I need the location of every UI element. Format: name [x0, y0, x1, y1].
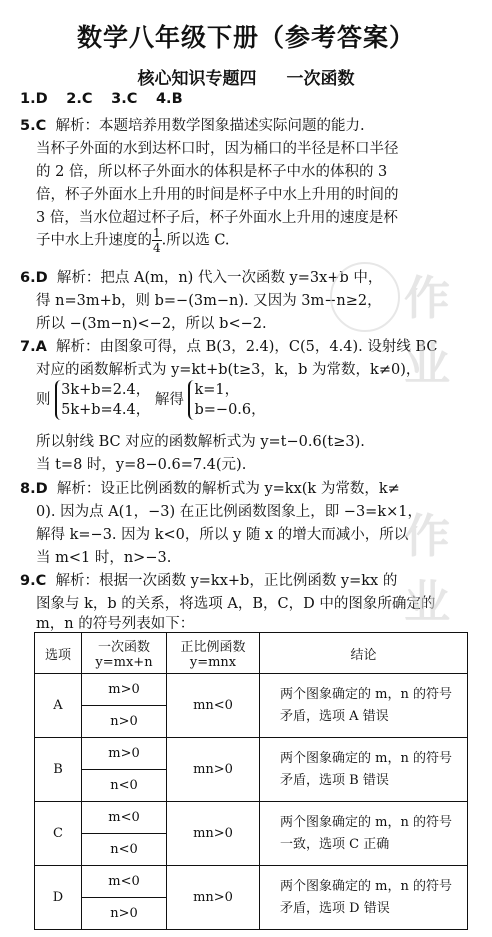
q5-text-1: 解析：本题培养用数学图象描述实际问题的能力.: [55, 118, 365, 134]
q8-line-1: [20, 477, 400, 498]
header-prop-formula: y=mnx: [189, 655, 237, 670]
page-title: 数学八年级下册（参考答案）: [76, 23, 415, 52]
row-m-sign: m>0: [82, 738, 167, 770]
fraction-one-quarter: $\frac{1}{4}$: [153, 226, 161, 255]
row-n-sign: n>0: [82, 706, 167, 738]
conclusion-line-1: 两个图象确定的 m，n 的符号: [280, 750, 452, 766]
q8-line-3: 解得 k=−3. 因为 k<0，所以 y 随 x 的增大而减小，所以: [36, 527, 409, 543]
table-row: [35, 674, 468, 706]
sys2-eq2: b=−0.6，: [194, 402, 266, 418]
row-conclusion: [260, 802, 468, 866]
q5-text-6a: 子中水上升速度的: [36, 232, 152, 249]
q8-line-2: 0). 因为点 A(1，−3) 在正比例函数图象上，即 −3=k×1，: [36, 504, 422, 520]
q5-text-6b: .所以选 C.: [161, 232, 230, 249]
row-mn-sign: mn<0: [167, 674, 260, 738]
header-prop-title: 正比例函数: [180, 640, 246, 655]
conclusion-line-2: 一致，选项 C 正确: [280, 836, 390, 852]
q6-label: 6.D: [20, 270, 48, 286]
table-header-proportional: [167, 633, 260, 674]
sys1-eq2: 5k+b=4.4，: [61, 402, 151, 418]
row-option: C: [35, 802, 82, 866]
q6-line-3: 所以 −(3m−n)<−2，所以 b<−2.: [36, 316, 267, 332]
table-header-conclusion: 结论: [260, 633, 468, 674]
q5-line-5: 3 倍，当水位超过杯子后，杯子外面水上升用的速度是杯: [36, 210, 398, 226]
row-n-sign: n<0: [82, 834, 167, 866]
q7-line-1: [20, 335, 437, 356]
row-mn-sign: mn>0: [167, 866, 260, 930]
q5-line-1: [20, 114, 365, 135]
conclusion-line-1: 两个图象确定的 m，n 的符号: [280, 878, 452, 894]
sys1-eq1: 3k+b=2.4，: [61, 382, 151, 398]
table-row: [35, 866, 468, 898]
row-n-sign: n<0: [82, 770, 167, 802]
q7-line-5: 当 t=8 时，y=8−0.6=7.4(元).: [36, 457, 247, 473]
q6-line-1: [20, 266, 382, 287]
answer-2: 2.C: [66, 91, 93, 107]
q7-line-4: 所以射线 BC 对应的函数解析式为 y=t−0.6(t≥3).: [36, 434, 365, 450]
conclusion-line-2: 矛盾，选项 A 错误: [280, 708, 389, 724]
sys2-eq1: k=1，: [194, 382, 240, 398]
conclusion-line-1: 两个图象确定的 m，n 的符号: [280, 814, 452, 830]
row-m-sign: m<0: [82, 802, 167, 834]
q7-then: 则: [36, 392, 51, 408]
table-row: [35, 738, 468, 770]
q7-label: 7.A: [20, 339, 47, 355]
row-option: A: [35, 674, 82, 738]
answer-row-1-4: [20, 91, 197, 107]
answer-3: 3.C: [111, 91, 138, 107]
conclusion-line-2: 矛盾，选项 D 错误: [280, 900, 390, 916]
row-mn-sign: mn>0: [167, 738, 260, 802]
subtitle-chapter: 一次函数: [286, 69, 355, 89]
row-conclusion: [260, 738, 468, 802]
row-mn-sign: mn>0: [167, 802, 260, 866]
row-m-sign: m<0: [82, 866, 167, 898]
row-option: D: [35, 866, 82, 930]
table-row: [35, 802, 468, 834]
equation-system-2: [188, 380, 265, 420]
q9-line-2: 图象与 k，b 的关系，将选项 A，B，C，D 中的图象所确定的: [36, 596, 436, 612]
section-subtitle: [0, 64, 492, 89]
conclusion-line-2: 矛盾，选项 B 错误: [280, 772, 389, 788]
equation-system-1: [55, 380, 150, 420]
header-linear-title: 一次函数: [97, 640, 150, 655]
q6-text-1: 解析：把点 A(m，n) 代入一次函数 y=3x+b 中，: [56, 270, 383, 286]
row-option: B: [35, 738, 82, 802]
q5-line-6: [36, 226, 230, 255]
row-m-sign: m>0: [82, 674, 167, 706]
q8-line-4: 当 m<1 时，n>−3.: [36, 550, 172, 566]
q8-label: 8.D: [20, 481, 48, 497]
q9-label: 9.C: [20, 573, 47, 589]
row-conclusion: [260, 866, 468, 930]
q5-line-2: 当杯子外面的水到达杯口时，因为桶口的半径是杯口半径: [36, 141, 399, 157]
conclusion-line-1: 两个图象确定的 m，n 的符号: [280, 686, 452, 702]
q7-line-2: 对应的函数解析式为 y=kt+b(t≥3，k，b 为常数，k≠0)，: [36, 362, 421, 378]
table-header-linear: [82, 633, 167, 674]
q8-text-1: 解析：设正比例函数的解析式为 y=kx(k 为常数，k≠: [56, 481, 400, 497]
q5-line-3: 的 2 倍，所以杯子外面水的体积是杯子中水的体积的 3: [36, 164, 388, 180]
q6-line-2: 得 n=3m+b，则 b=−(3m−n). 又因为 3m−n≥2，: [36, 293, 382, 309]
q5-label: 5.C: [20, 118, 47, 134]
row-conclusion: [260, 674, 468, 738]
table-header-option: 选项: [35, 633, 82, 674]
header-linear-formula: y=mx+n: [95, 655, 153, 670]
q7-line-3: [36, 380, 266, 420]
subtitle-topic: 核心知识专题四: [137, 69, 257, 89]
answer-1: 1.D: [20, 91, 48, 107]
q7-text-1: 解析：由图象可得，点 B(3，2.4)，C(5，4.4). 设射线 BC: [56, 339, 438, 355]
q9-line-1: [20, 569, 397, 590]
q7-solve: 解得: [154, 392, 184, 408]
watermark-stamp: [330, 262, 400, 332]
row-n-sign: n>0: [82, 898, 167, 930]
watermark-text-2: 作业: [404, 509, 450, 629]
q5-line-4: 倍，杯子外面水上升用的时间是杯子中水上升用的时间的: [36, 187, 399, 203]
q9-text-1: 解析：根据一次函数 y=kx+b，正比例函数 y=kx 的: [55, 573, 398, 589]
q9-line-3: m，n 的符号列表如下：: [36, 616, 195, 632]
sign-table: [34, 632, 468, 930]
watermark-text-1: 作业: [404, 271, 450, 391]
answer-4: 4.B: [155, 91, 183, 107]
